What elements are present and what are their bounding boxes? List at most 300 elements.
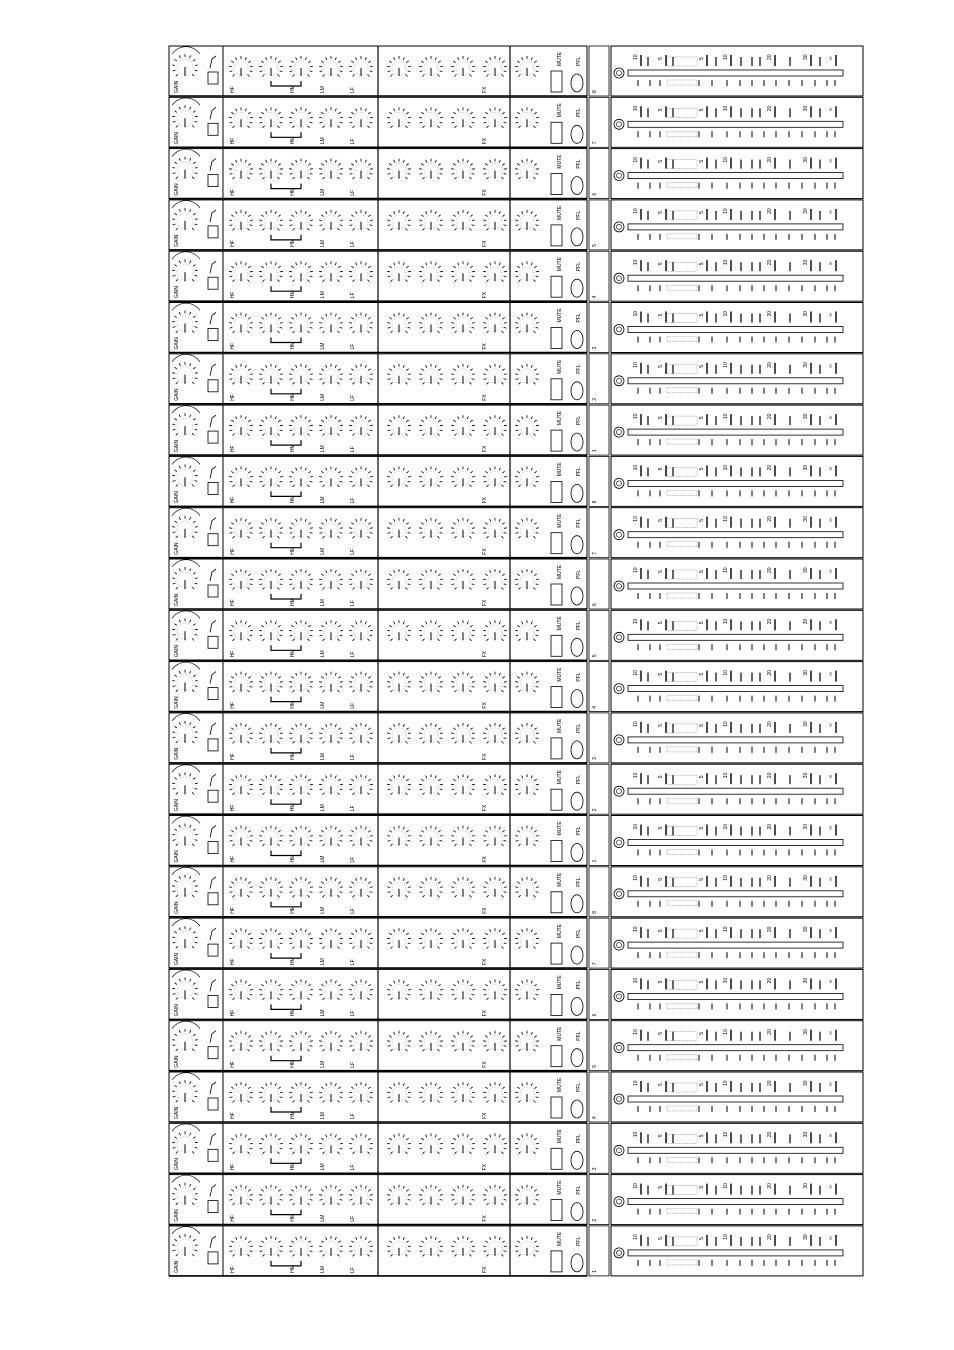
aux-send-knob[interactable]: [387, 620, 411, 641]
aux-send-knob[interactable]: [419, 877, 443, 898]
gain-knob[interactable]: [172, 567, 198, 589]
phase-switch[interactable]: [208, 995, 218, 1007]
fader-track[interactable]: [628, 275, 843, 281]
eq-knob[interactable]: [319, 159, 343, 180]
fader-track[interactable]: [628, 891, 843, 897]
phase-switch[interactable]: [208, 944, 218, 956]
eq-knob[interactable]: [289, 723, 313, 744]
fader-track[interactable]: [628, 583, 843, 589]
eq-knob[interactable]: [289, 1031, 313, 1052]
eq-knob[interactable]: [349, 979, 373, 1000]
eq-knob[interactable]: [349, 518, 373, 539]
gain-knob[interactable]: [172, 413, 198, 435]
eq-knob[interactable]: [319, 56, 343, 77]
pfl-button[interactable]: [571, 228, 583, 246]
aux-send-knob[interactable]: [451, 415, 475, 436]
mute-button[interactable]: [551, 943, 562, 964]
gain-knob[interactable]: [172, 1029, 198, 1051]
fader-track[interactable]: [628, 173, 843, 179]
aux-send-knob[interactable]: [483, 313, 507, 334]
eq-knob[interactable]: [259, 107, 283, 128]
pan-knob[interactable]: [515, 1031, 539, 1052]
gain-knob[interactable]: [172, 875, 198, 897]
aux-send-knob[interactable]: [451, 569, 475, 590]
eq-knob[interactable]: [229, 1185, 253, 1206]
aux-send-knob[interactable]: [419, 928, 443, 949]
eq-knob[interactable]: [289, 364, 313, 385]
aux-send-knob[interactable]: [451, 1082, 475, 1103]
mute-button[interactable]: [551, 225, 562, 246]
mute-button[interactable]: [551, 481, 562, 502]
pfl-button[interactable]: [571, 279, 583, 297]
pan-knob[interactable]: [515, 518, 539, 539]
aux-send-knob[interactable]: [387, 826, 411, 847]
mute-button[interactable]: [551, 276, 562, 297]
aux-send-knob[interactable]: [387, 466, 411, 487]
eq-knob[interactable]: [289, 569, 313, 590]
pfl-button[interactable]: [571, 1151, 583, 1169]
aux-send-knob[interactable]: [451, 1031, 475, 1052]
fader-track[interactable]: [628, 1147, 843, 1153]
eq-knob[interactable]: [229, 826, 253, 847]
eq-knob[interactable]: [319, 569, 343, 590]
aux-send-knob[interactable]: [451, 364, 475, 385]
aux-send-knob[interactable]: [387, 159, 411, 180]
phase-switch[interactable]: [208, 1047, 218, 1059]
pan-knob[interactable]: [515, 774, 539, 795]
aux-send-knob[interactable]: [483, 261, 507, 282]
eq-knob[interactable]: [229, 928, 253, 949]
eq-knob[interactable]: [349, 774, 373, 795]
gain-knob[interactable]: [172, 208, 198, 230]
mute-button[interactable]: [551, 122, 562, 143]
eq-knob[interactable]: [259, 364, 283, 385]
eq-knob[interactable]: [289, 928, 313, 949]
eq-knob[interactable]: [319, 620, 343, 641]
phase-switch[interactable]: [208, 482, 218, 494]
eq-knob[interactable]: [319, 774, 343, 795]
aux-send-knob[interactable]: [419, 364, 443, 385]
eq-knob[interactable]: [319, 723, 343, 744]
pan-knob[interactable]: [515, 620, 539, 641]
eq-knob[interactable]: [229, 107, 253, 128]
fader-track[interactable]: [628, 429, 843, 435]
aux-send-knob[interactable]: [451, 723, 475, 744]
eq-knob[interactable]: [319, 928, 343, 949]
fader-track[interactable]: [628, 1045, 843, 1051]
fader-track[interactable]: [628, 993, 843, 999]
aux-send-knob[interactable]: [483, 928, 507, 949]
aux-send-knob[interactable]: [451, 107, 475, 128]
eq-knob[interactable]: [319, 1031, 343, 1052]
eq-knob[interactable]: [229, 569, 253, 590]
eq-knob[interactable]: [349, 466, 373, 487]
eq-knob[interactable]: [319, 261, 343, 282]
gain-knob[interactable]: [172, 1080, 198, 1102]
pan-knob[interactable]: [515, 723, 539, 744]
aux-send-knob[interactable]: [451, 466, 475, 487]
eq-knob[interactable]: [229, 1031, 253, 1052]
phase-switch[interactable]: [208, 585, 218, 597]
mute-button[interactable]: [551, 635, 562, 656]
eq-knob[interactable]: [229, 415, 253, 436]
gain-knob[interactable]: [172, 824, 198, 846]
eq-knob[interactable]: [259, 826, 283, 847]
aux-send-knob[interactable]: [451, 826, 475, 847]
aux-send-knob[interactable]: [451, 877, 475, 898]
eq-knob[interactable]: [259, 466, 283, 487]
eq-knob[interactable]: [289, 826, 313, 847]
pfl-button[interactable]: [571, 997, 583, 1015]
pan-knob[interactable]: [515, 107, 539, 128]
phase-switch[interactable]: [208, 790, 218, 802]
pfl-button[interactable]: [571, 792, 583, 810]
eq-knob[interactable]: [349, 877, 373, 898]
mute-button[interactable]: [551, 687, 562, 708]
gain-knob[interactable]: [172, 618, 198, 640]
eq-knob[interactable]: [349, 364, 373, 385]
aux-send-knob[interactable]: [419, 979, 443, 1000]
eq-knob[interactable]: [319, 364, 343, 385]
pfl-button[interactable]: [571, 331, 583, 349]
eq-knob[interactable]: [349, 569, 373, 590]
aux-send-knob[interactable]: [451, 774, 475, 795]
phase-switch[interactable]: [208, 277, 218, 289]
eq-knob[interactable]: [349, 672, 373, 693]
eq-knob[interactable]: [289, 979, 313, 1000]
phase-switch[interactable]: [208, 72, 218, 84]
fader-track[interactable]: [628, 788, 843, 794]
aux-send-knob[interactable]: [483, 56, 507, 77]
pfl-button[interactable]: [571, 1049, 583, 1067]
aux-send-knob[interactable]: [483, 877, 507, 898]
aux-send-knob[interactable]: [451, 1185, 475, 1206]
aux-send-knob[interactable]: [419, 1031, 443, 1052]
aux-send-knob[interactable]: [419, 415, 443, 436]
aux-send-knob[interactable]: [483, 466, 507, 487]
eq-knob[interactable]: [289, 774, 313, 795]
pan-knob[interactable]: [515, 1185, 539, 1206]
eq-knob[interactable]: [349, 1031, 373, 1052]
aux-send-knob[interactable]: [451, 313, 475, 334]
eq-knob[interactable]: [229, 1082, 253, 1103]
eq-knob[interactable]: [289, 672, 313, 693]
mute-button[interactable]: [551, 379, 562, 400]
phase-switch[interactable]: [208, 175, 218, 187]
mute-button[interactable]: [551, 1200, 562, 1221]
pan-knob[interactable]: [515, 210, 539, 231]
pan-knob[interactable]: [515, 877, 539, 898]
aux-send-knob[interactable]: [419, 313, 443, 334]
eq-knob[interactable]: [259, 415, 283, 436]
phase-switch[interactable]: [208, 431, 218, 443]
eq-knob[interactable]: [289, 56, 313, 77]
mute-button[interactable]: [551, 71, 562, 92]
eq-knob[interactable]: [259, 620, 283, 641]
eq-knob[interactable]: [229, 672, 253, 693]
aux-send-knob[interactable]: [419, 774, 443, 795]
eq-knob[interactable]: [259, 979, 283, 1000]
pfl-button[interactable]: [571, 587, 583, 605]
eq-knob[interactable]: [349, 56, 373, 77]
fader-track[interactable]: [628, 532, 843, 538]
eq-knob[interactable]: [289, 159, 313, 180]
aux-send-knob[interactable]: [483, 364, 507, 385]
mute-button[interactable]: [551, 328, 562, 349]
aux-send-knob[interactable]: [483, 672, 507, 693]
eq-knob[interactable]: [349, 210, 373, 231]
fader-track[interactable]: [628, 121, 843, 127]
aux-send-knob[interactable]: [483, 210, 507, 231]
phase-switch[interactable]: [208, 1098, 218, 1110]
aux-send-knob[interactable]: [387, 774, 411, 795]
pan-knob[interactable]: [515, 928, 539, 949]
eq-knob[interactable]: [289, 1133, 313, 1154]
aux-send-knob[interactable]: [419, 159, 443, 180]
aux-send-knob[interactable]: [387, 672, 411, 693]
fader-track[interactable]: [628, 942, 843, 948]
gain-knob[interactable]: [172, 1131, 198, 1153]
aux-send-knob[interactable]: [419, 1185, 443, 1206]
eq-knob[interactable]: [259, 1082, 283, 1103]
eq-knob[interactable]: [289, 877, 313, 898]
eq-knob[interactable]: [319, 518, 343, 539]
aux-send-knob[interactable]: [451, 1133, 475, 1154]
pan-knob[interactable]: [515, 159, 539, 180]
pan-knob[interactable]: [515, 415, 539, 436]
gain-knob[interactable]: [172, 259, 198, 281]
eq-knob[interactable]: [319, 672, 343, 693]
eq-knob[interactable]: [289, 620, 313, 641]
gain-knob[interactable]: [172, 157, 198, 179]
mute-button[interactable]: [551, 892, 562, 913]
eq-knob[interactable]: [259, 518, 283, 539]
pfl-button[interactable]: [571, 177, 583, 195]
eq-knob[interactable]: [229, 877, 253, 898]
aux-send-knob[interactable]: [387, 569, 411, 590]
mute-button[interactable]: [551, 533, 562, 554]
aux-send-knob[interactable]: [387, 518, 411, 539]
aux-send-knob[interactable]: [451, 928, 475, 949]
aux-send-knob[interactable]: [387, 1185, 411, 1206]
pfl-button[interactable]: [571, 433, 583, 451]
fader-track[interactable]: [628, 1199, 843, 1205]
eq-knob[interactable]: [349, 723, 373, 744]
fader-track[interactable]: [628, 480, 843, 486]
mute-button[interactable]: [551, 994, 562, 1015]
pan-knob[interactable]: [515, 826, 539, 847]
aux-send-knob[interactable]: [419, 569, 443, 590]
aux-send-knob[interactable]: [419, 261, 443, 282]
pan-knob[interactable]: [515, 466, 539, 487]
mute-button[interactable]: [551, 738, 562, 759]
eq-knob[interactable]: [259, 1133, 283, 1154]
aux-send-knob[interactable]: [387, 415, 411, 436]
pfl-button[interactable]: [571, 1100, 583, 1118]
fader-track[interactable]: [628, 634, 843, 640]
fader-track[interactable]: [628, 686, 843, 692]
eq-knob[interactable]: [229, 1133, 253, 1154]
mute-button[interactable]: [551, 789, 562, 810]
aux-send-knob[interactable]: [483, 518, 507, 539]
aux-send-knob[interactable]: [483, 1185, 507, 1206]
gain-knob[interactable]: [172, 464, 198, 486]
eq-knob[interactable]: [349, 826, 373, 847]
eq-knob[interactable]: [229, 979, 253, 1000]
mute-button[interactable]: [551, 584, 562, 605]
aux-send-knob[interactable]: [387, 261, 411, 282]
eq-knob[interactable]: [349, 261, 373, 282]
aux-send-knob[interactable]: [483, 1133, 507, 1154]
aux-send-knob[interactable]: [483, 1082, 507, 1103]
pfl-button[interactable]: [571, 1203, 583, 1221]
aux-send-knob[interactable]: [387, 364, 411, 385]
aux-send-knob[interactable]: [483, 723, 507, 744]
eq-knob[interactable]: [289, 107, 313, 128]
eq-knob[interactable]: [259, 569, 283, 590]
pan-knob[interactable]: [515, 672, 539, 693]
eq-knob[interactable]: [229, 261, 253, 282]
mute-button[interactable]: [551, 1148, 562, 1169]
aux-send-knob[interactable]: [419, 56, 443, 77]
aux-send-knob[interactable]: [483, 569, 507, 590]
aux-send-knob[interactable]: [483, 415, 507, 436]
eq-knob[interactable]: [349, 415, 373, 436]
eq-knob[interactable]: [289, 313, 313, 334]
aux-send-knob[interactable]: [451, 518, 475, 539]
eq-knob[interactable]: [319, 107, 343, 128]
eq-knob[interactable]: [349, 313, 373, 334]
aux-send-knob[interactable]: [387, 1031, 411, 1052]
mute-button[interactable]: [551, 1046, 562, 1067]
eq-knob[interactable]: [319, 1185, 343, 1206]
eq-knob[interactable]: [259, 877, 283, 898]
aux-send-knob[interactable]: [419, 466, 443, 487]
phase-switch[interactable]: [208, 123, 218, 135]
pan-knob[interactable]: [515, 56, 539, 77]
eq-knob[interactable]: [229, 466, 253, 487]
pfl-button[interactable]: [571, 638, 583, 656]
phase-switch[interactable]: [208, 329, 218, 341]
eq-knob[interactable]: [319, 313, 343, 334]
pan-knob[interactable]: [515, 979, 539, 1000]
eq-knob[interactable]: [349, 620, 373, 641]
gain-knob[interactable]: [172, 772, 198, 794]
gain-knob[interactable]: [172, 311, 198, 333]
pfl-button[interactable]: [571, 844, 583, 862]
pfl-button[interactable]: [571, 484, 583, 502]
eq-knob[interactable]: [229, 620, 253, 641]
phase-switch[interactable]: [208, 636, 218, 648]
mute-button[interactable]: [551, 430, 562, 451]
pan-knob[interactable]: [515, 261, 539, 282]
phase-switch[interactable]: [208, 534, 218, 546]
pfl-button[interactable]: [571, 895, 583, 913]
phase-switch[interactable]: [208, 226, 218, 238]
phase-switch[interactable]: [208, 1201, 218, 1213]
eq-knob[interactable]: [259, 313, 283, 334]
fader-track[interactable]: [628, 224, 843, 230]
aux-send-knob[interactable]: [419, 518, 443, 539]
phase-switch[interactable]: [208, 380, 218, 392]
aux-send-knob[interactable]: [387, 877, 411, 898]
eq-knob[interactable]: [319, 466, 343, 487]
eq-knob[interactable]: [289, 415, 313, 436]
eq-knob[interactable]: [319, 1133, 343, 1154]
gain-knob[interactable]: [172, 516, 198, 538]
aux-send-knob[interactable]: [419, 1082, 443, 1103]
eq-knob[interactable]: [229, 159, 253, 180]
eq-knob[interactable]: [229, 210, 253, 231]
aux-send-knob[interactable]: [451, 979, 475, 1000]
aux-send-knob[interactable]: [387, 1133, 411, 1154]
eq-knob[interactable]: [319, 979, 343, 1000]
eq-knob[interactable]: [259, 1031, 283, 1052]
gain-knob[interactable]: [172, 977, 198, 999]
pfl-button[interactable]: [571, 946, 583, 964]
aux-send-knob[interactable]: [451, 672, 475, 693]
eq-knob[interactable]: [229, 313, 253, 334]
aux-send-knob[interactable]: [387, 1082, 411, 1103]
fader-track[interactable]: [628, 737, 843, 743]
aux-send-knob[interactable]: [483, 774, 507, 795]
pfl-button[interactable]: [571, 741, 583, 759]
eq-knob[interactable]: [349, 928, 373, 949]
pan-knob[interactable]: [515, 313, 539, 334]
fader-track[interactable]: [628, 840, 843, 846]
eq-knob[interactable]: [229, 723, 253, 744]
eq-knob[interactable]: [259, 159, 283, 180]
eq-knob[interactable]: [349, 107, 373, 128]
fader-track[interactable]: [628, 327, 843, 333]
pfl-button[interactable]: [571, 536, 583, 554]
eq-knob[interactable]: [259, 723, 283, 744]
aux-send-knob[interactable]: [483, 107, 507, 128]
gain-knob[interactable]: [172, 670, 198, 692]
aux-send-knob[interactable]: [387, 979, 411, 1000]
eq-knob[interactable]: [319, 826, 343, 847]
aux-send-knob[interactable]: [387, 107, 411, 128]
mute-button[interactable]: [551, 1097, 562, 1118]
eq-knob[interactable]: [319, 1082, 343, 1103]
eq-knob[interactable]: [289, 210, 313, 231]
aux-send-knob[interactable]: [483, 826, 507, 847]
eq-knob[interactable]: [259, 210, 283, 231]
phase-switch[interactable]: [208, 1149, 218, 1161]
aux-send-knob[interactable]: [483, 159, 507, 180]
fader-track[interactable]: [628, 1096, 843, 1102]
aux-send-knob[interactable]: [419, 210, 443, 231]
mute-button[interactable]: [551, 174, 562, 195]
aux-send-knob[interactable]: [419, 672, 443, 693]
aux-send-knob[interactable]: [451, 159, 475, 180]
aux-send-knob[interactable]: [483, 979, 507, 1000]
fader-track[interactable]: [628, 70, 843, 76]
eq-knob[interactable]: [259, 1185, 283, 1206]
eq-knob[interactable]: [319, 210, 343, 231]
pfl-button[interactable]: [571, 125, 583, 143]
eq-knob[interactable]: [349, 1133, 373, 1154]
pan-knob[interactable]: [515, 569, 539, 590]
eq-knob[interactable]: [319, 415, 343, 436]
phase-switch[interactable]: [208, 842, 218, 854]
gain-knob[interactable]: [172, 105, 198, 127]
eq-knob[interactable]: [289, 1082, 313, 1103]
eq-knob[interactable]: [259, 56, 283, 77]
eq-knob[interactable]: [289, 466, 313, 487]
eq-knob[interactable]: [349, 1185, 373, 1206]
gain-knob[interactable]: [172, 926, 198, 948]
